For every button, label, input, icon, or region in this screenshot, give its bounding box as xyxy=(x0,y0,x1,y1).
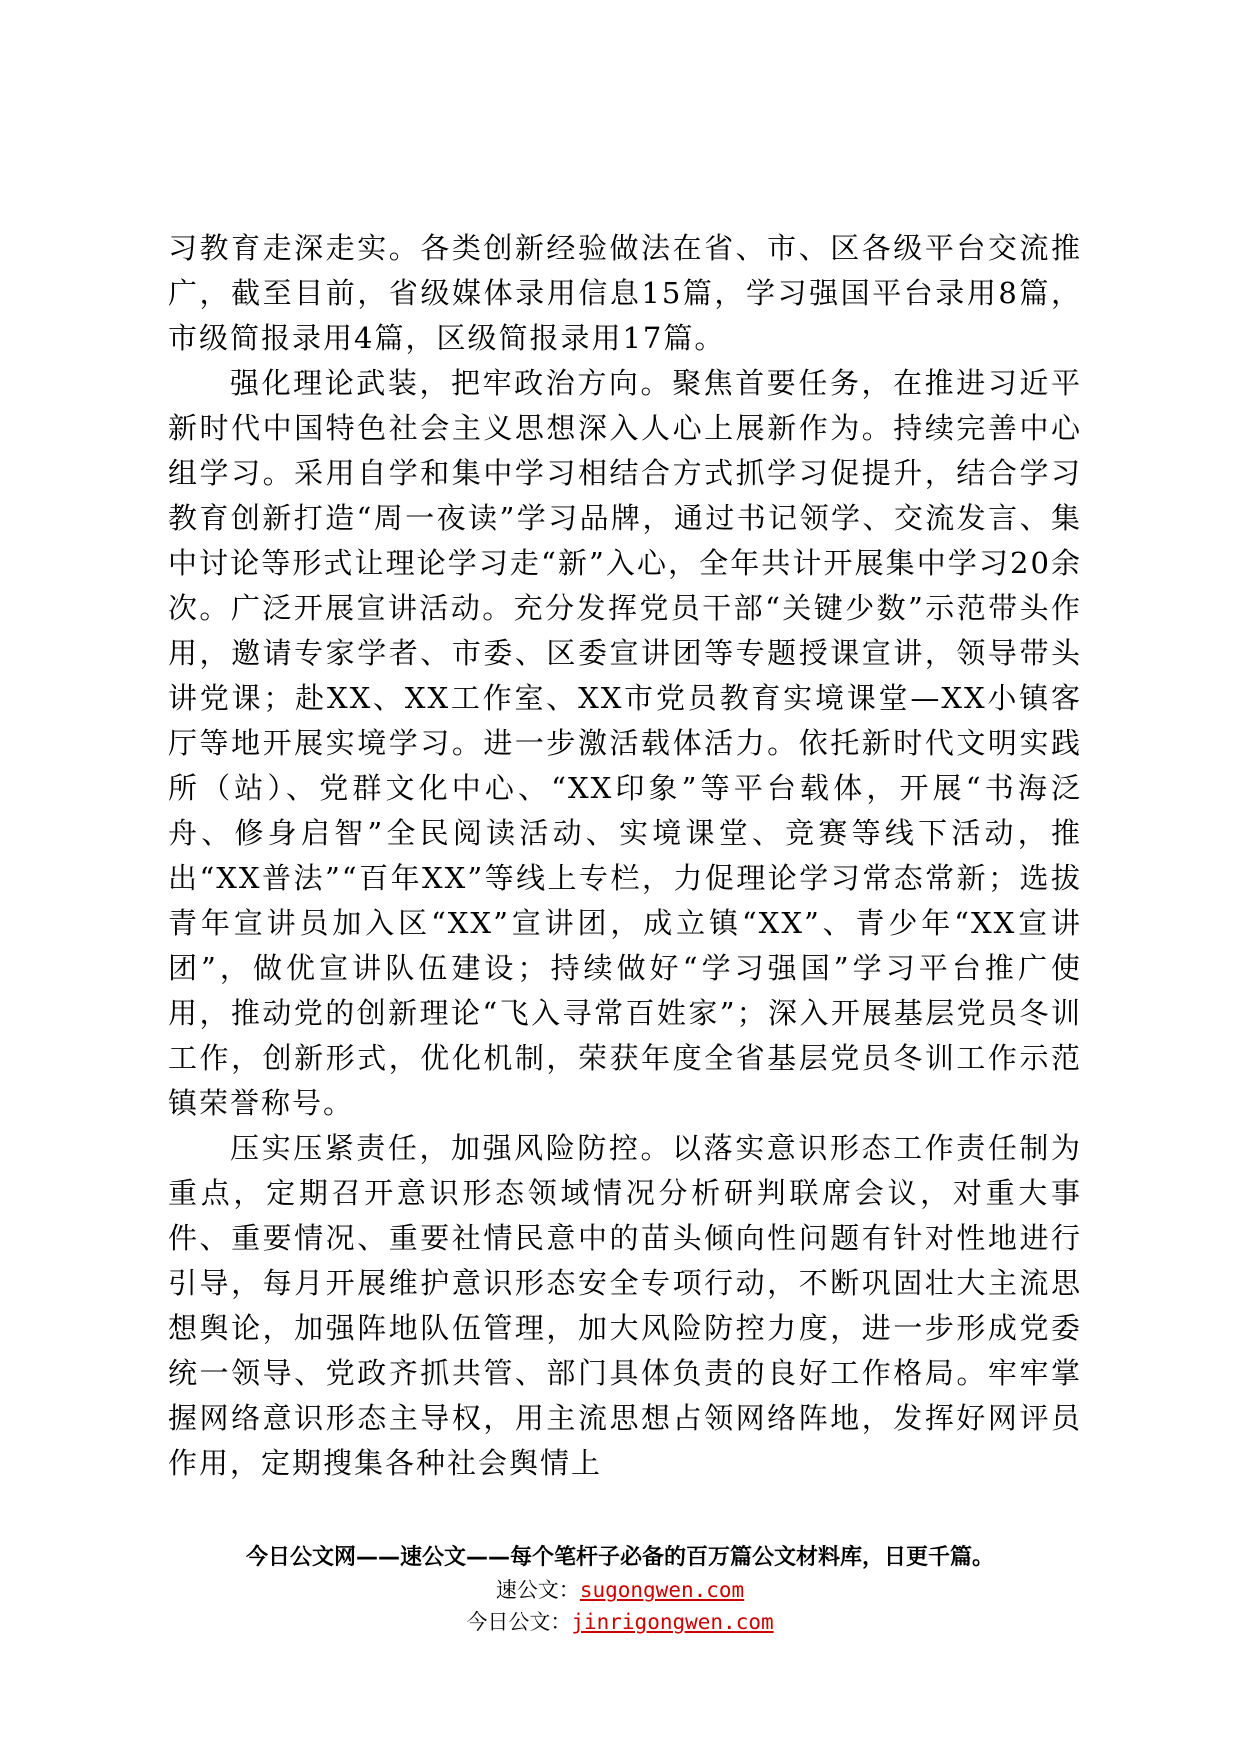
paragraph-3: 压实压紧责任，加强风险防控。以落实意识形态工作责任制为重点，定期召开意识形态领域情况分析研判联席会议，对重大事件、重要情况、重要社情民意中的苗头倾向性问题有针对性地进行引导，每月开展维护意识形态安全专项行动，不断巩固壮大主流思想舆论，加强阵地队伍管理，加大风险防控力度，进一步形成党委统一领导、党政齐抓共管、部门具体负责的良好工作格局。牢牢掌握网络意识形态主导权，用主流思想占领网络阵地，发挥好网评员作用，定期搜集各种社会舆情上 xyxy=(168,1131,1082,1480)
page-footer xyxy=(0,1542,1240,1638)
paragraph-1: 习教育走深走实。各类创新经验做法在省、市、区各级平台交流推广，截至目前，省级媒体录用信息15篇，学习强国平台录用8篇，市级简报录用4篇，区级简报录用17篇。 xyxy=(168,231,1082,355)
footer-tagline: 今日公文网——速公文——每个笔杆子必备的百万篇公文材料库，日更千篇。 xyxy=(245,1545,994,1570)
document-body xyxy=(168,226,1082,1486)
jinrigongwen-link[interactable]: jinrigongwen.com xyxy=(571,1610,774,1634)
footer-link1-label: 速公文： xyxy=(495,1578,580,1602)
footer-link2-label: 今日公文： xyxy=(466,1610,572,1634)
sugongwen-link[interactable]: sugongwen.com xyxy=(579,1578,745,1602)
paragraph-2: 强化理论武装，把牢政治方向。聚焦首要任务，在推进习近平新时代中国特色社会主义思想深入人心上展新作为。持续完善中心组学习。采用自学和集中学习相结合方式抓学习促提升，结合学习教育创新打造“周一夜读”学习品牌，通过书记领学、交流发言、集中讨论等形式让理论学习走“新”入心，全年共计开展集中学习20余次。广泛开展宣讲活动。充分发挥党员干部“关键少数”示范带头作用，邀请专家学者、市委、区委宣讲团等专题授课宣讲，领导带头讲党课；赴XX、XX工作室、XX市党员教育实境课堂—XX小镇客厅等地开展实境学习。进一步激活载体活力。依托新时代文明实践所（站）、党群文化中心、“XX印象”等平台载体，开展“书海泛舟、修身启智”全民阅读活动、实境课堂、竞赛等线下活动，推出“XX普法”“百年XX”等线上专栏，力促理论学习常态常新；选拔青年宣讲员加入区“XX”宣讲团，成立镇“XX”、青少年“XX宣讲团”，做优宣讲队伍建设；持续做好“学习强国”学习平台推广使用，推动党的创新理论“飞入寻常百姓家”；深入开展基层党员冬训工作，创新形式，优化机制，荣获年度全省基层党员冬训工作示范镇荣誉称号。 xyxy=(168,366,1082,1120)
footer-link-row-2 xyxy=(0,1606,1240,1638)
footer-link-row-1 xyxy=(0,1574,1240,1606)
